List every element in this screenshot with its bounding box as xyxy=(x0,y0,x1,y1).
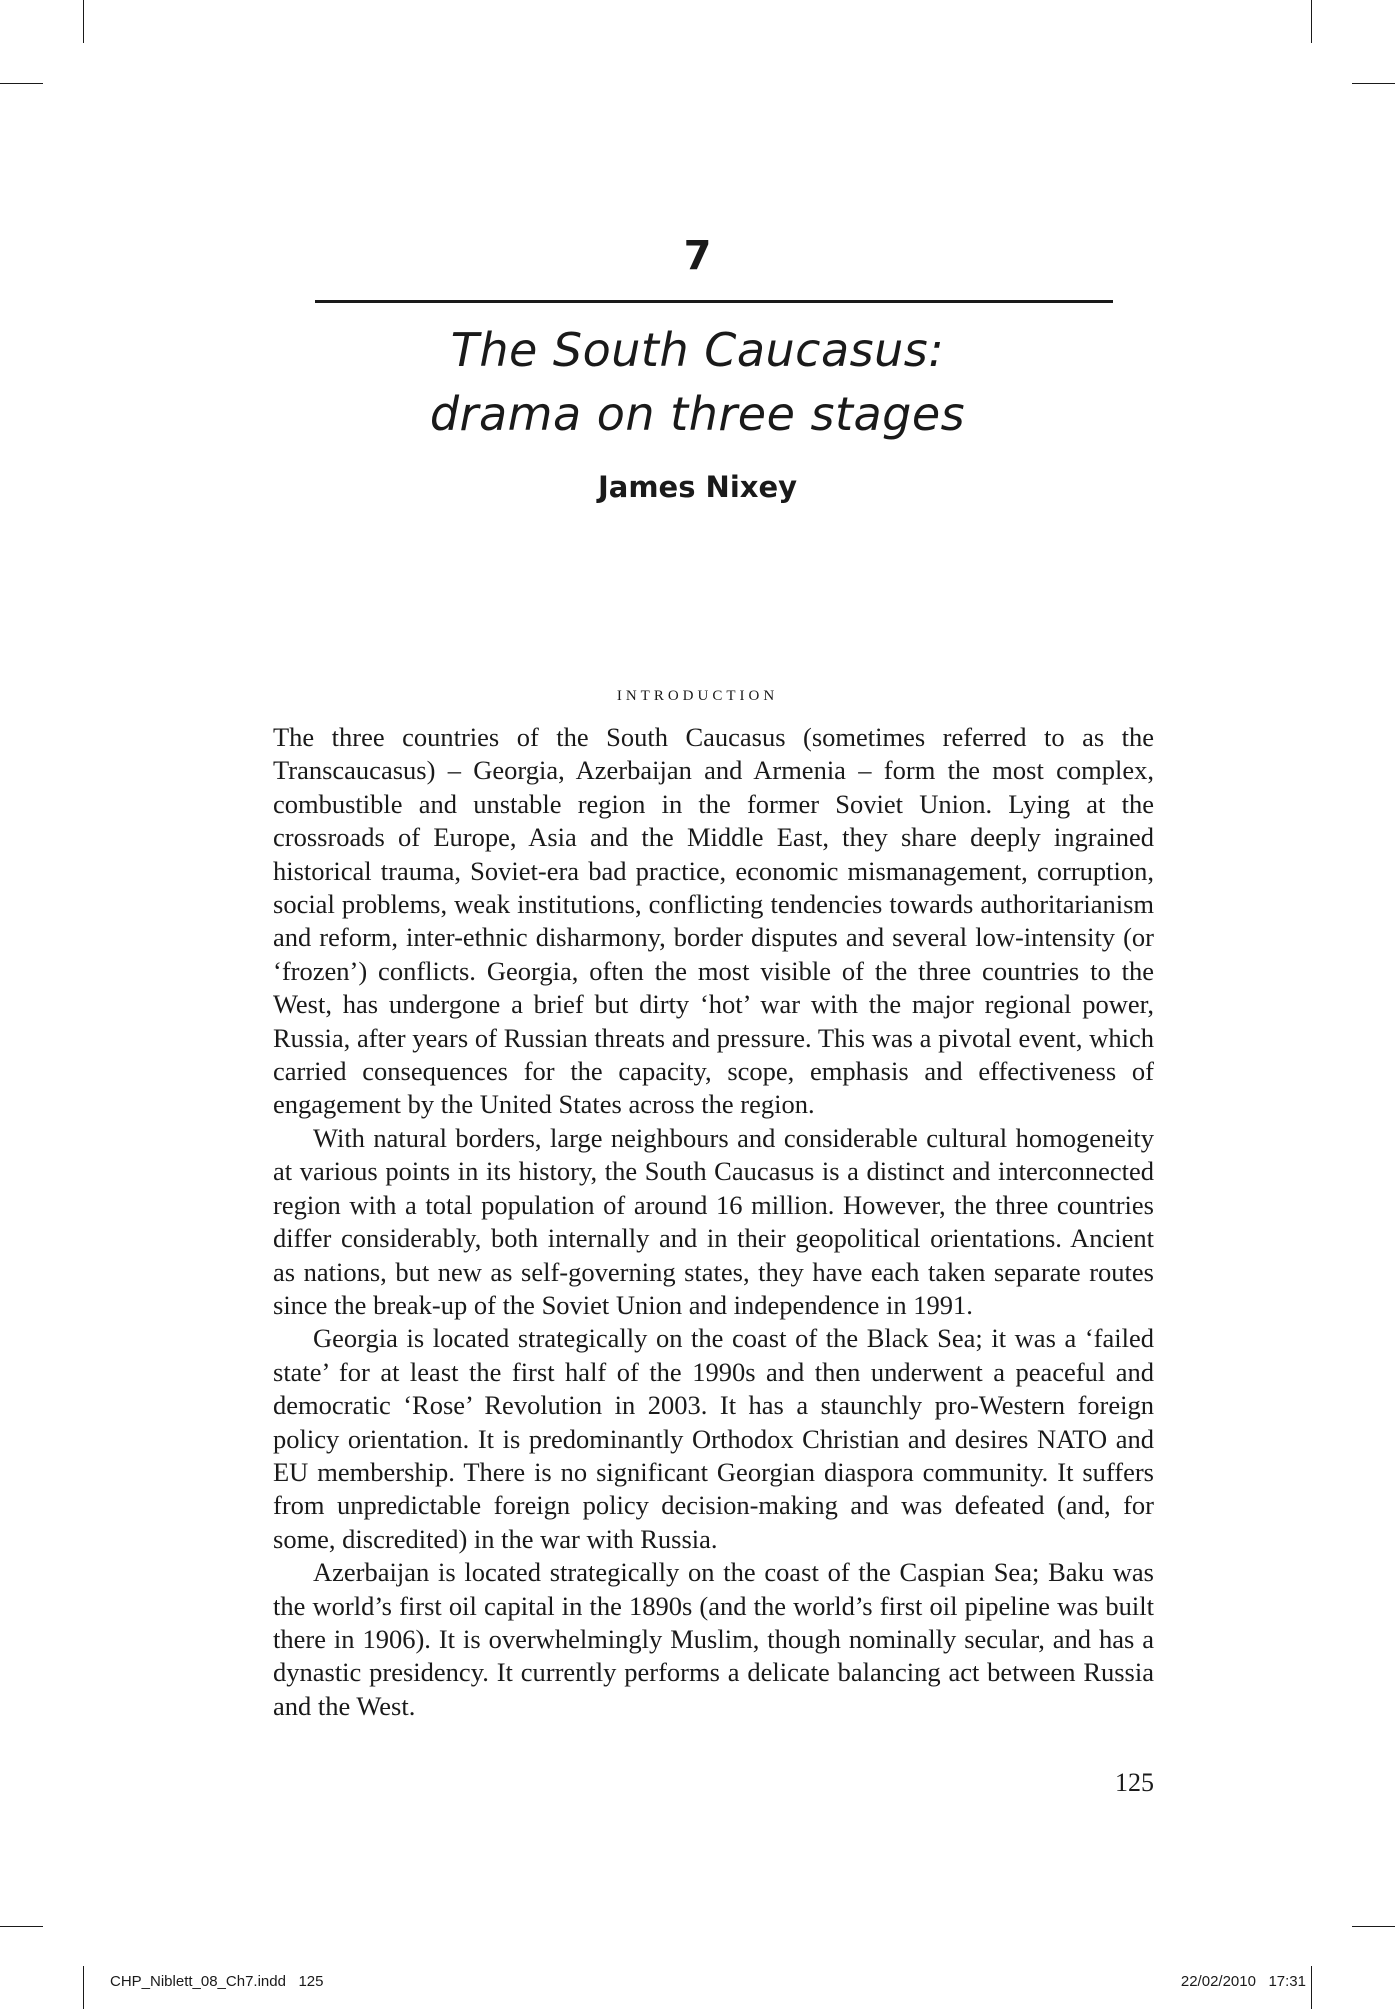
crop-mark xyxy=(1352,1926,1395,1927)
paragraph: With natural borders, large neighbours and considerable cultural homogeneity at various points in its history, the South Caucasus is a distinct and interconnected region with a total population of around 16 million. However, the three countries differ considerably, both internally and in their geopolitical orientations. Ancient as nations, but new as self-governing states, they have each taken separate routes since the break-up of the Soviet Union and independence in 1991. xyxy=(273,1122,1154,1320)
crop-mark xyxy=(1352,83,1395,84)
paragraph: Georgia is located strategically on the coast of the Black Sea; it was a ‘failed state’ for at least the first half of the 1990s and then underwent a peaceful and democratic ‘Rose’ Revolution in 2003. It has a staunchly pro-Western foreign policy orientation. It is predominantly Orthodox Christian and desires NATO and EU membership. There is no significant Georgian diaspora community. It suffers from unpredictable foreign policy decision-making and was defeated (and, for some, discredited) in the war with Russia. xyxy=(273,1323,1154,1554)
crop-mark xyxy=(0,83,43,84)
chapter-title-line: drama on three stages xyxy=(429,387,966,441)
crop-mark xyxy=(1311,0,1312,43)
slug-file: CHP_Niblett_08_Ch7.indd 125 xyxy=(110,1973,324,1990)
paragraph: The three countries of the South Caucasus (sometimes referred to as the Transcaucasus) – Georgia, Azerbaijan and Armenia – form the most complex, combustible and unstable region in the former Soviet Union. Lying at the crossroads of Europe, Asia and the Middle East, they share deeply ingrained historical trauma, Soviet-era bad practice, economic mismanagement, corruption, social problems, weak institutions, conflicting tendencies towards authoritarianism and reform, inter-ethnic disharmony, border disputes and several low-intensity (or ‘frozen’) conflicts. Georgia, often the most visible of the three countries to the West, has undergone a brief but dirty ‘hot’ war with the major regional power, Russia, after years of Russian threats and pressure. This was a pivotal event, which carried consequences for the capacity, scope, emphasis and effectiveness of engagement by the United States across the region. xyxy=(273,722,1154,1120)
body-text xyxy=(273,721,1154,1723)
crop-mark xyxy=(1311,1966,1312,2009)
paragraph: Azerbaijan is located strategically on the coast of the Caspian Sea; Baku was the world’s first oil capital in the 1890s (and the world’s first oil pipeline was built there in 1906). It is overwhelmingly Muslim, though nominally secular, and has a dynastic presidency. It currently performs a delicate balancing act between Russia and the West. xyxy=(273,1557,1154,1721)
crop-mark xyxy=(83,0,84,43)
crop-mark xyxy=(0,1926,43,1927)
author-name: James Nixey xyxy=(597,470,798,504)
chapter-title xyxy=(0,318,1395,446)
chapter-title-line: The South Caucasus: xyxy=(450,323,945,377)
slug-datetime: 22/02/2010 17:31 xyxy=(1180,1973,1306,1990)
chapter-rule xyxy=(315,300,1113,303)
chapter-number: 7 xyxy=(683,233,712,279)
crop-mark xyxy=(83,1966,84,2009)
section-heading: introduction xyxy=(616,681,779,705)
page-number: 125 xyxy=(1115,1768,1154,1797)
